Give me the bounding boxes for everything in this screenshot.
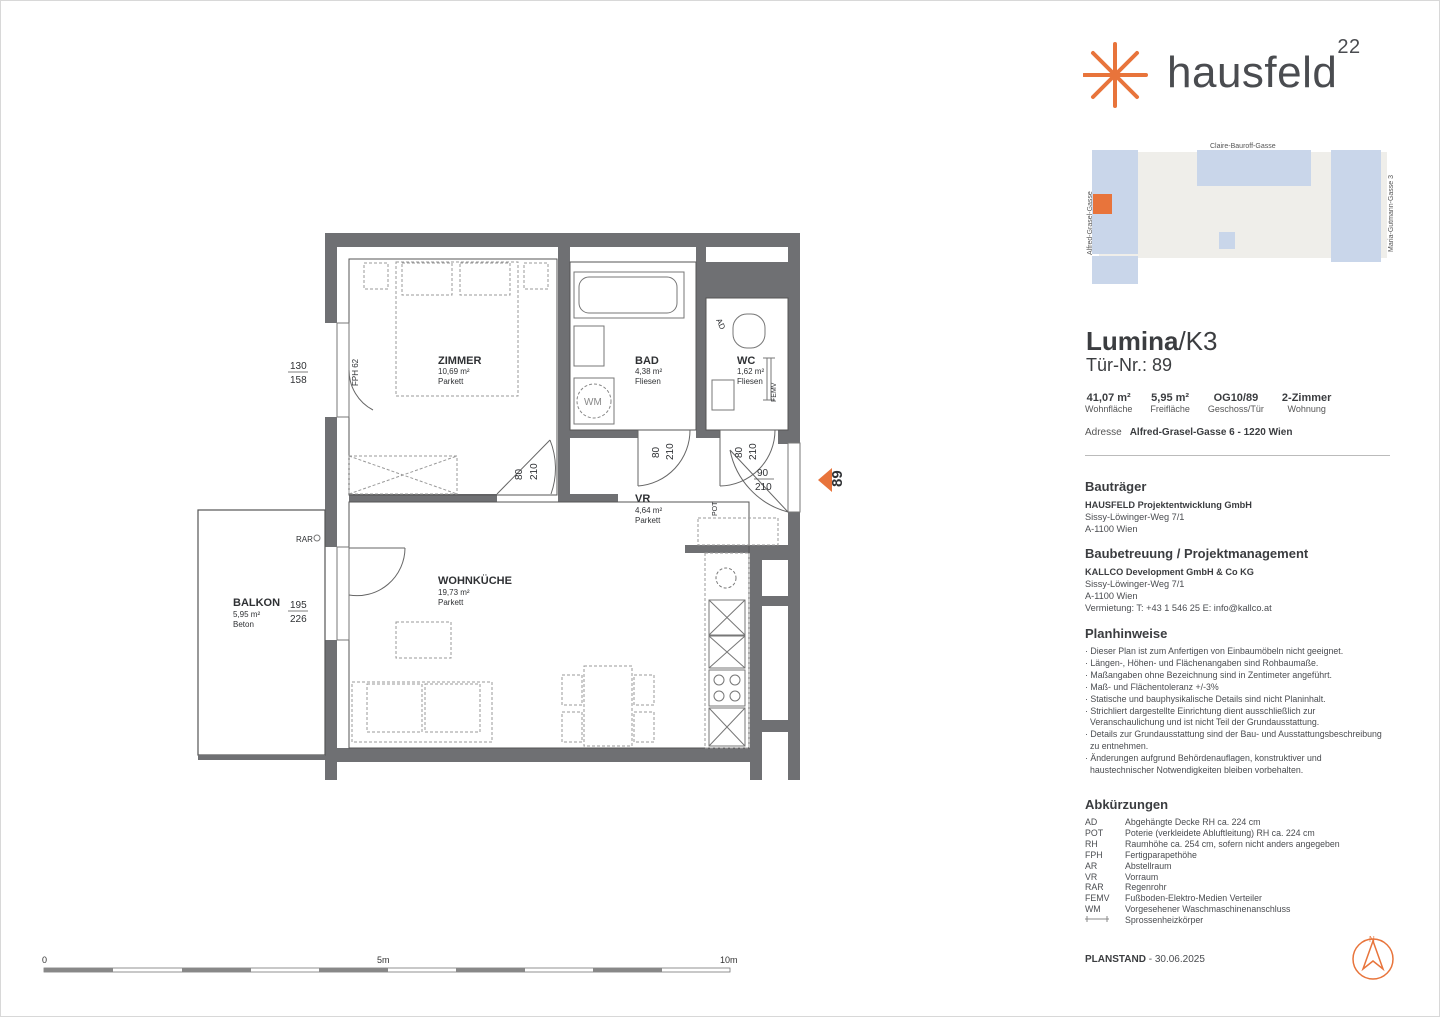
scale-bar [42,955,738,972]
wall-right-box3 [762,596,800,606]
room-bad-floor: Fliesen [635,377,661,386]
compass-icon [1349,933,1397,981]
room-wc-floor: Fliesen [737,377,763,386]
divider [1085,455,1390,456]
window-entry [788,443,800,512]
sun-icon [1083,42,1153,112]
site-plan [1085,140,1405,290]
svg-text:Maria-Gutmann-Gasse 3: Maria-Gutmann-Gasse 3 [1388,174,1395,252]
svg-text:80: 80 [514,468,525,480]
room-vr-floor: Parkett [635,516,661,525]
svg-text:5m: 5m [377,955,390,965]
svg-text:210: 210 [748,443,759,460]
room-balkon-name: BALKON [233,597,281,609]
kpi-wohnflaeche: 41,07 m² Wohnfläche [1085,392,1133,414]
plan-status: PLANSTAND - 30.06.2025 [1085,954,1205,965]
svg-text:80: 80 [651,446,662,458]
door-marker: 89 [829,470,846,487]
developer-heading: Bauträger [1085,479,1147,494]
room-balkon-floor: Beton [233,620,254,629]
management-block: KALLCO Development GmbH & Co KG Sissy-Löwinger-Weg 7/1 A-1100 Wien Vermietung: T: +43 1 546 25 E: info@kallco.at [1085,567,1272,613]
svg-text:210: 210 [529,463,540,480]
svg-text:AD: AD [714,317,728,331]
svg-text:FPH 62: FPH 62 [351,358,360,386]
kpi-zimmer: 2-Zimmer Wohnung [1281,392,1332,414]
wall-bad-wc [696,247,706,430]
unit-kpis [1085,392,1349,414]
svg-text:210: 210 [755,482,772,493]
wall-left-mid [325,417,337,547]
svg-text:226: 226 [290,614,307,625]
management-heading: Baubetreuung / Projektmanagement [1085,546,1309,561]
svg-text:158: 158 [290,375,307,386]
room-zimmer-name: ZIMMER [438,355,482,367]
svg-text:10m: 10m [720,955,738,965]
wc-sink [712,380,734,410]
room-wc-name: WC [737,355,756,367]
svg-text:Claire-Bauroff-Gasse: Claire-Bauroff-Gasse [1210,143,1276,150]
room-zimmer-floor: Parkett [438,377,464,386]
dining-table [584,666,632,746]
developer-block: HAUSFELD Projektentwicklung GmbH Sissy-Löwinger-Weg 7/1 A-1100 Wien [1085,500,1252,534]
wall-bottom [325,748,750,762]
kpi-geschoss: OG10/89 Geschoss/Tür [1207,392,1264,414]
svg-text:N: N [1369,935,1375,944]
svg-text:0: 0 [42,955,48,965]
wall-entry-block [685,545,788,553]
svg-text:RAR: RAR [296,535,313,544]
kpi-freiflaeche: 5,95 m² Freifläche [1150,392,1190,414]
brand-logo [1083,36,1403,112]
wall-right-box2 [762,720,800,732]
rar-circle [314,535,320,541]
room-wohn-name: WOHNKÜCHE [438,575,512,587]
room-vr-name: VR [635,493,651,505]
room-wohn-floor: Parkett [438,598,464,607]
wall-right-upper [788,233,800,443]
notes-list: · Dieser Plan ist zum Anfertigen von Einbaumöbeln nicht geeignet. · Längen-, Höhen- und Flächenangaben sind Rohbaumaße. · Maßangaben ohne Bezeichnung sind in Zentimeter angeführt. · Maß- und Flächentoleranz +/-3% · Statische und bauphysikalische Details sind nicht Planinhalt. · Strichliert dargestellte Einrichtung dient ausschließlich zur Veranschaulichung und ist nicht Teil der Grundausstattung. · Details zur Grundausstattung sind der Bau- und Ausstattungsbeschreibung zu entnehmen. · Änderungen aufgrund Behördenauflagen, konstruktiver und haustechnischer Notwendigkeiten bleiben vorbehalten. [1085,646,1382,776]
room-wohn-area: 19,73 m² [438,588,470,597]
brand-superscript: 22 [1337,36,1361,59]
svg-text:Alfred-Grasel-Gasse: Alfred-Grasel-Gasse [1087,191,1094,255]
svg-text:WM: WM [584,397,602,408]
svg-text:195: 195 [290,600,307,611]
window-wohn [337,547,349,640]
door-bad [638,430,690,486]
abbreviations-heading: Abkürzungen [1085,797,1169,812]
room-balkon-area: 5,95 m² [233,610,261,619]
door-entry [730,450,788,512]
notes-heading: Planhinweise [1085,626,1168,641]
svg-text:130: 130 [290,361,307,372]
svg-text:80: 80 [734,446,745,458]
room-bad-name: BAD [635,355,659,367]
wall-vr-stub [558,438,570,500]
svg-text:FEMV: FEMV [771,382,778,402]
balcony-outline [198,510,325,755]
wall-bath-bottom-b [696,430,720,438]
room-wc-area: 1,62 m² [737,367,765,376]
abbreviations-list: AD Abgehängte Decke RH ca. 224 cm POT Poterie (verkleidete Abluftleitung) RH ca. 224 cm RH Raumhöhe ca. 254 cm, sofern nicht anders angegeben FPH Fertigparapethöhe AR Abstellraum VR Vorraum RAR Regenrohr FEMV Fußboden-Elektro-Medien Verteiler WM Vorgesehener Waschmaschinenanschluss Sprossenheizkörper [1085,817,1340,926]
wall-vr-right [778,430,788,444]
room-zimmer-area: 10,69 m² [438,367,470,376]
svg-text:210: 210 [665,443,676,460]
svg-text:90: 90 [757,468,769,479]
bathtub [574,272,684,318]
room-bad-area: 4,38 m² [635,367,663,376]
coffee-table [396,622,451,658]
unit-title: Lumina/K3 [1086,326,1218,356]
toilet [733,314,765,348]
balcony-rail [198,755,325,760]
brand-name: hausfeld [1167,48,1338,97]
wall-right-stub [750,548,762,780]
svg-text:POT: POT [712,501,719,516]
entry-wardrobe [698,518,778,545]
wall-top [325,233,800,247]
window-zimmer [337,323,349,417]
unit-location-marker [1093,194,1112,214]
bath-sink [574,326,604,366]
door-number: Tür-Nr.: 89 [1086,355,1173,375]
wall-wc-top [706,262,788,298]
door-balcony [349,548,405,596]
kitchen-unit [705,553,749,748]
wall-bath-bottom-a [558,430,638,438]
door-zimmer [497,440,555,494]
wall-vr-bottom [558,494,618,502]
address-line: Adresse Alfred-Grasel-Gasse 6 - 1220 Wien [1085,427,1293,438]
room-vr-area: 4,64 m² [635,506,663,515]
wall-left-upper [325,233,337,323]
wall-zimmer-bad [558,247,570,430]
radiator-symbol-icon [1085,915,1125,926]
